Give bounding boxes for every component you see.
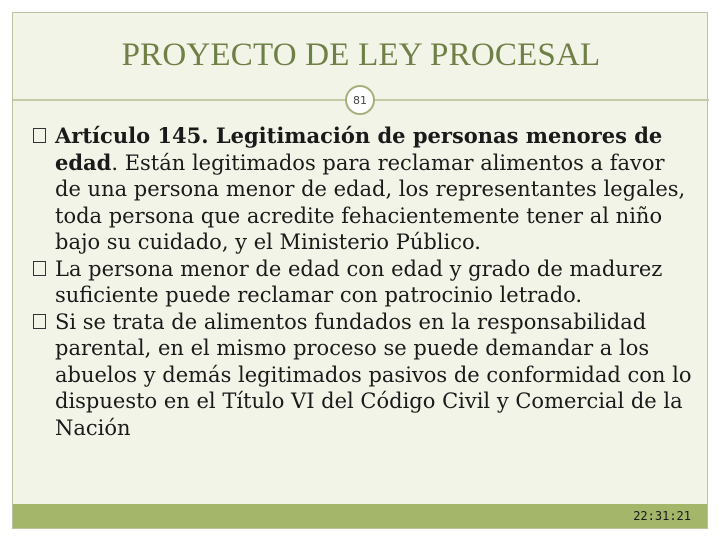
- article-body: . Están legitimados para reclamar alimentos a favor de una persona menor de edad, los representantes legales, toda persona que acredite fehacientemente tener al niño bajo su cuidado, y el Ministerio Público.: [55, 150, 686, 254]
- slide: [12, 12, 708, 529]
- paragraph-text: La persona menor de edad con edad y grado de madurez suficiente puede reclamar con patrocinio letrado.: [55, 256, 663, 307]
- slide-title: PROYECTO DE LEY PROCESAL: [121, 37, 601, 73]
- paragraph-articulo-145: [33, 123, 695, 256]
- paragraph-responsabilidad-parental: [33, 309, 695, 442]
- paragraph-persona-menor: [33, 256, 695, 309]
- footer-bar: [13, 504, 707, 528]
- article-heading: Artículo 145. Legitimación de personas menores de edad: [55, 123, 663, 175]
- slide-content: [33, 123, 695, 441]
- square-bullet-icon: [33, 128, 46, 143]
- footer-time: 22:31:21: [633, 509, 691, 523]
- paragraph-text: Si se trata de alimentos fundados en la responsabilidad parental, en el mismo proceso se puede demandar a los abuelos y demás legitimados pasivos de conformidad con lo dispuesto en el Título VI del Código Civil y Comercial de la Nación: [55, 309, 692, 440]
- slide-number-badge: 81: [345, 85, 375, 115]
- square-bullet-icon: [33, 314, 46, 329]
- square-bullet-icon: [33, 261, 46, 276]
